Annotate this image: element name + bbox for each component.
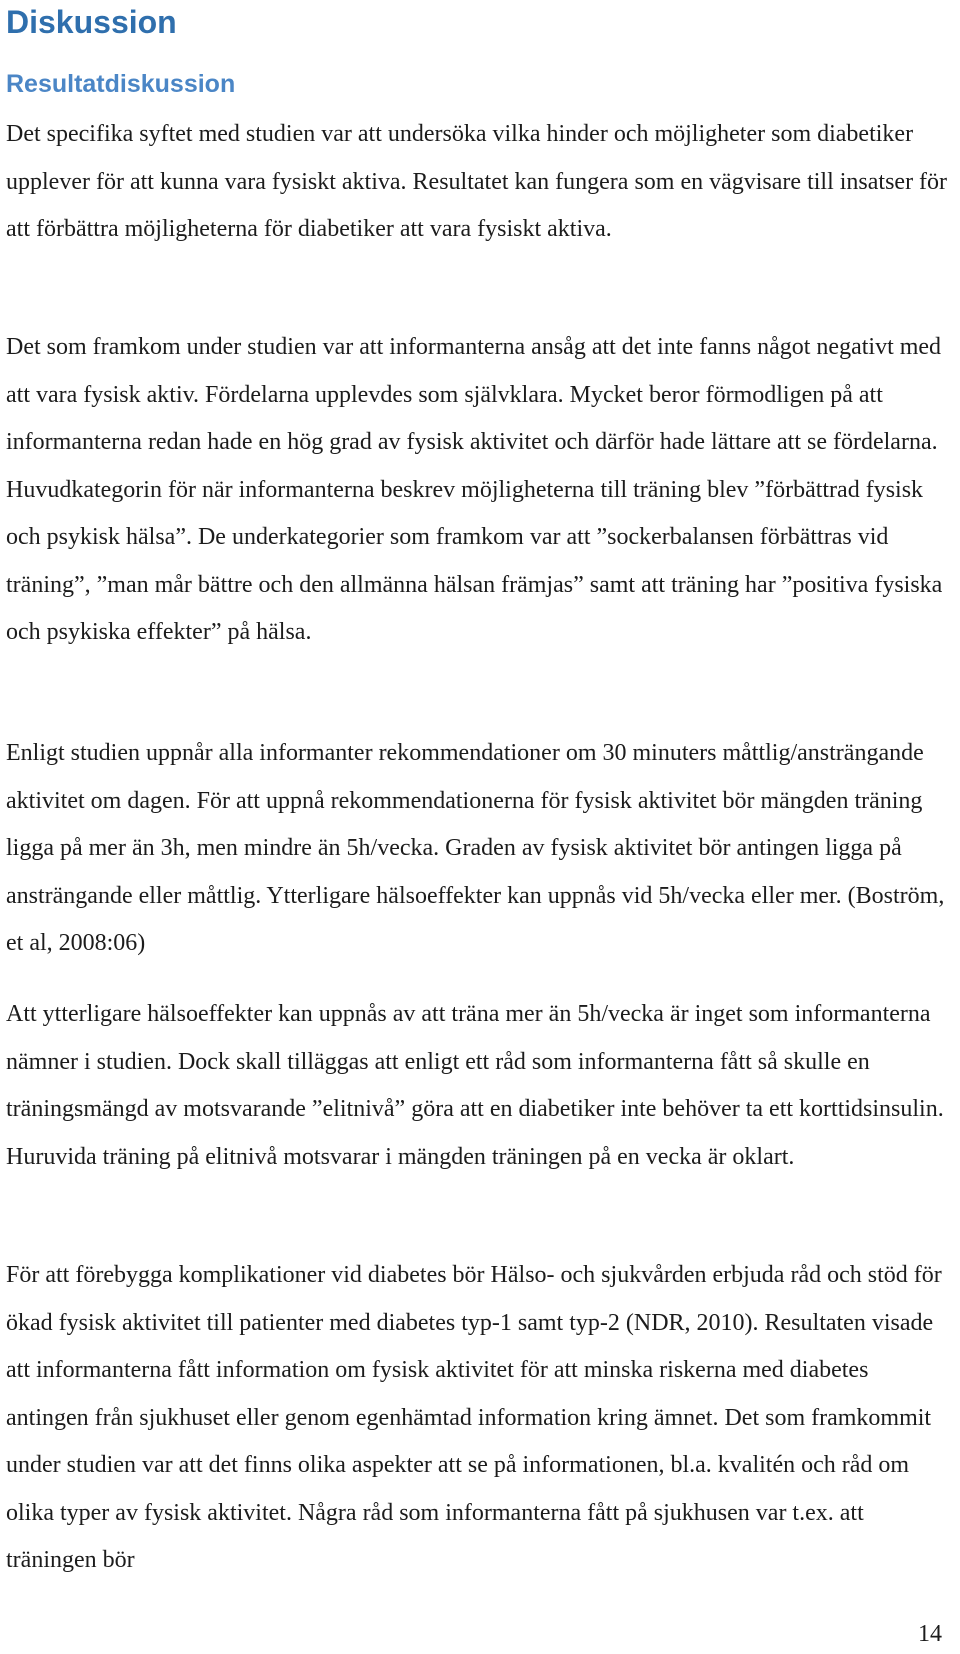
paragraph-purpose: Det specifika syftet med studien var att undersöka vilka hinder och möjligheter som diabetiker upplever för att kunna vara fysiskt aktiva. Resultatet kan fungera som en vägvisare till insatser för att förbättra möjligheterna för diabetiker att vara fysiskt aktiva. [6, 121, 948, 242]
page-number: 14 [918, 1621, 942, 1647]
paragraph-additional-effects: Att ytterligare hälsoeffekter kan uppnås av att träna mer än 5h/vecka är inget som informanterna nämner i studien. Dock skall tilläggas att enligt ett råd som informanterna fått så skulle en träningsmängd av motsvarande ”elitnivå” göra att en diabetiker inte behöver ta ett korttidsinsulin. Huruvida träning på elitnivå motsvarar i mängden träningen på en vecka är oklart. [6, 1001, 944, 1170]
section-heading: Diskussion [6, 4, 177, 40]
paragraph-recommendations: Enligt studien uppnår alla informanter rekommendationer om 30 minuters måttlig/ansträngande aktivitet om dagen. För att uppnå rekommendationerna för fysisk aktivitet bör mängden träning ligga på mer än 3h, men mindre än 5h/vecka. Graden av fysisk aktivitet bör antingen ligga på ansträngande eller måttlig. Ytterligare hälsoeffekter kan uppnås vid 5h/vecka eller mer. (Boström, et al, 2008:06) [6, 740, 945, 956]
paragraph-prevention: För att förebygga komplikationer vid diabetes bör Hälso- och sjukvården erbjuda råd och stöd för ökad fysisk aktivitet till patienter med diabetes typ-1 samt typ-2 (NDR, 2010). Resultaten visade att informanterna fått information om fysisk aktivitet för att minska riskerna med diabetes antingen från sjukhuset eller genom egenhämtad information kring ämnet. Det som framkommit under studien var att det finns olika aspekter att se på informationen, bl.a. kvalitén och råd om olika typer av fysisk aktivitet. Några råd som informanterna fått på sjukhusen var t.ex. att träningen bör [6, 1262, 942, 1573]
subsection-heading: Resultatdiskussion [6, 70, 236, 98]
paragraph-findings: Det som framkom under studien var att informanterna ansåg att det inte fanns något negativt med att vara fysisk aktiv. Fördelarna upplevdes som självklara. Mycket beror förmodligen på att informanterna redan hade en hög grad av fysisk aktivitet och därför hade lättare att se fördelarna. Huvudkategorin för när informanterna beskrev möjligheterna till träning blev ”förbättrad fysisk och psykisk hälsa”. De underkategorier som framkom var att ”sockerbalansen förbättras vid träning”, ”man mår bättre och den allmänna hälsan främjas” samt att träning har ”positiva fysiska och psykiska effekter” på hälsa. [6, 334, 943, 645]
